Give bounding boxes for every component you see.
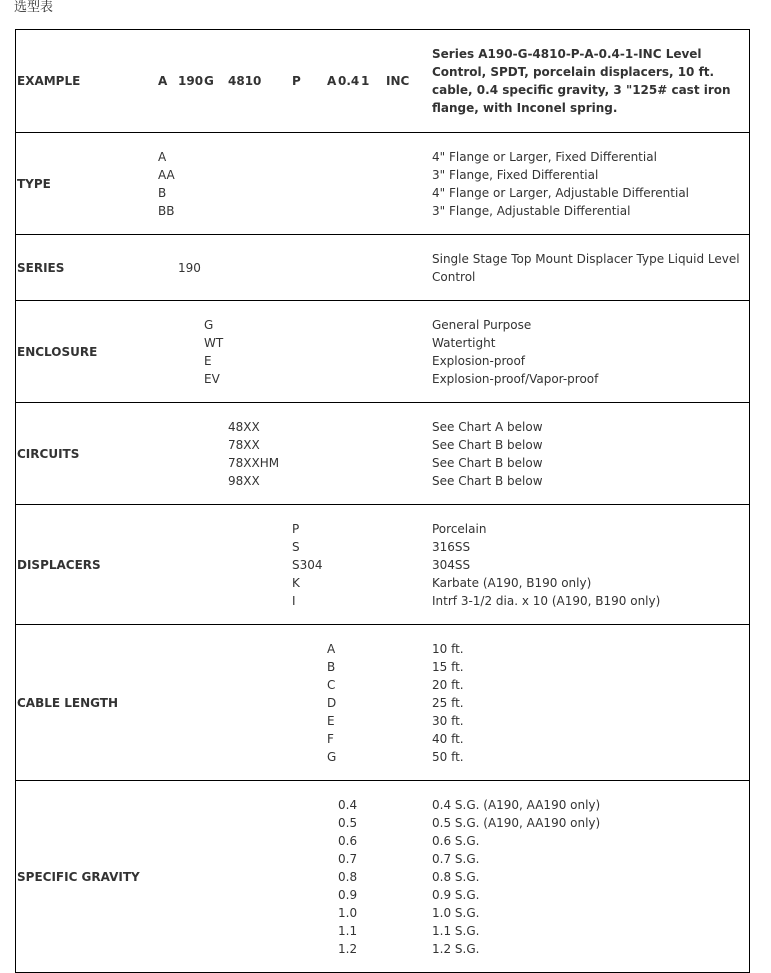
code: BB [158, 203, 175, 218]
code: G [204, 317, 214, 332]
description: See Chart A below [432, 419, 543, 434]
example-code-type: A [158, 74, 168, 88]
code: P [292, 521, 300, 536]
description: Karbate (A190, B190 only) [432, 575, 592, 590]
specific-gravity-codes [338, 796, 432, 958]
code: 1.2 [338, 941, 358, 956]
cable-length-row [16, 625, 750, 781]
specific-gravity-row [16, 781, 750, 973]
description: Explosion-proof/Vapor-proof [432, 371, 599, 386]
displacers-codes [292, 520, 432, 610]
code: B [327, 659, 336, 674]
description: 0.8 S.G. [432, 869, 480, 884]
example-codes [158, 72, 432, 90]
code: F [327, 731, 334, 746]
circuits-descriptions [432, 418, 749, 490]
example-code-enclosure: G [204, 74, 214, 88]
code: EV [204, 371, 220, 386]
code: D [327, 695, 337, 710]
code: 0.8 [338, 869, 358, 884]
description: 1.2 S.G. [432, 941, 480, 956]
type-codes [158, 148, 432, 220]
description: 4" Flange or Larger, Fixed Differential [432, 149, 657, 164]
code: A [158, 149, 167, 164]
description: 20 ft. [432, 677, 464, 692]
code: 0.7 [338, 851, 358, 866]
description: 10 ft. [432, 641, 464, 656]
row-label: SERIES [16, 235, 159, 301]
description: See Chart B below [432, 455, 543, 470]
row-label: DISPLACERS [16, 505, 159, 625]
row-label: CIRCUITS [16, 403, 159, 505]
code: 0.6 [338, 833, 358, 848]
specific-gravity-descriptions [432, 796, 749, 958]
description: 15 ft. [432, 659, 464, 674]
type-descriptions [432, 148, 749, 220]
row-label: CABLE LENGTH [16, 625, 159, 781]
code: S [292, 539, 300, 554]
description: 3" Flange, Fixed Differential [432, 167, 599, 182]
example-code-spring: INC [386, 74, 410, 88]
description: 0.4 S.G. (A190, AA190 only) [432, 797, 601, 812]
example-code-series: 190 [178, 74, 204, 88]
code: AA [158, 167, 175, 182]
description: 30 ft. [432, 713, 464, 728]
type-codes-cell [158, 133, 432, 235]
circuits-descriptions-cell [432, 403, 750, 505]
type-descriptions-cell [432, 133, 750, 235]
selection-table [15, 29, 750, 973]
row-label: TYPE [16, 133, 159, 235]
code: WT [204, 335, 224, 350]
description: 40 ft. [432, 731, 464, 746]
cable-length-codes-cell [158, 625, 432, 781]
code: S304 [292, 557, 323, 572]
description: 50 ft. [432, 749, 464, 764]
enclosure-codes [204, 316, 432, 388]
description: 316SS [432, 539, 471, 554]
code: B [158, 185, 167, 200]
example-description: Series A190-G-4810-P-A-0.4-1-INC Level Control, SPDT, porcelain displacers, 10 ft. cable, 0.4 specific gravity, 3 "125# cast iron flange, with Inconel spring. [432, 47, 731, 115]
description: Watertight [432, 335, 496, 350]
series-codes-cell [158, 235, 432, 301]
example-code-displacer: P [292, 74, 301, 88]
code: 78XXHM [228, 455, 280, 470]
code: 48XX [228, 419, 260, 434]
description: 0.7 S.G. [432, 851, 480, 866]
code: 0.9 [338, 887, 358, 902]
enclosure-row [16, 301, 750, 403]
description: 1.1 S.G. [432, 923, 480, 938]
enclosure-descriptions [432, 316, 749, 388]
row-label: EXAMPLE [16, 30, 159, 133]
example-code-option: 1 [361, 74, 370, 88]
specific-gravity-codes-cell [158, 781, 432, 973]
description: Intrf 3-1/2 dia. x 10 (A190, B190 only) [432, 593, 661, 608]
series-descriptions-cell [432, 235, 750, 301]
description: 3" Flange, Adjustable Differential [432, 203, 631, 218]
code: 190 [178, 260, 201, 275]
code: 78XX [228, 437, 260, 452]
code: K [292, 575, 300, 590]
code: E [204, 353, 212, 368]
enclosure-descriptions-cell [432, 301, 750, 403]
description: 1.0 S.G. [432, 905, 480, 920]
description: Single Stage Top Mount Displacer Type Liquid Level Control [432, 251, 740, 284]
row-label: SPECIFIC GRAVITY [16, 781, 159, 973]
type-row [16, 133, 750, 235]
code: A [327, 641, 336, 656]
code: 1.0 [338, 905, 358, 920]
description: 304SS [432, 557, 471, 572]
code: 0.4 [338, 797, 358, 812]
series-row [16, 235, 750, 301]
code: I [292, 593, 296, 608]
cable-length-codes [327, 640, 432, 766]
description: 0.6 S.G. [432, 833, 480, 848]
circuits-codes [228, 418, 432, 490]
example-code-gravity: 0.4 [338, 74, 360, 88]
circuits-codes-cell [158, 403, 432, 505]
example-code-cable: A [327, 74, 337, 88]
description: 25 ft. [432, 695, 464, 710]
cable-length-descriptions-cell [432, 625, 750, 781]
row-label: ENCLOSURE [16, 301, 159, 403]
displacers-descriptions-cell [432, 505, 750, 625]
description: 0.5 S.G. (A190, AA190 only) [432, 815, 601, 830]
description: 4" Flange or Larger, Adjustable Differential [432, 185, 690, 200]
example-code-circuit: 4810 [228, 74, 262, 88]
cable-length-descriptions [432, 640, 749, 766]
displacers-row [16, 505, 750, 625]
code: E [327, 713, 335, 728]
code: 1.1 [338, 923, 358, 938]
series-codes [178, 259, 432, 277]
enclosure-codes-cell [158, 301, 432, 403]
code: 98XX [228, 473, 260, 488]
description: See Chart B below [432, 473, 543, 488]
code: C [327, 677, 336, 692]
description: Porcelain [432, 521, 487, 536]
page-title: 选型表 [14, 0, 54, 15]
description: See Chart B below [432, 437, 543, 452]
circuits-row [16, 403, 750, 505]
displacers-codes-cell [158, 505, 432, 625]
code: 0.5 [338, 815, 358, 830]
example-description-cell [432, 30, 750, 133]
code: G [327, 749, 337, 764]
displacers-descriptions [432, 520, 749, 610]
description: Explosion-proof [432, 353, 526, 368]
series-descriptions [432, 250, 749, 286]
example-row [16, 30, 750, 133]
description: General Purpose [432, 317, 532, 332]
specific-gravity-descriptions-cell [432, 781, 750, 973]
example-codes-cell [158, 30, 432, 133]
description: 0.9 S.G. [432, 887, 480, 902]
